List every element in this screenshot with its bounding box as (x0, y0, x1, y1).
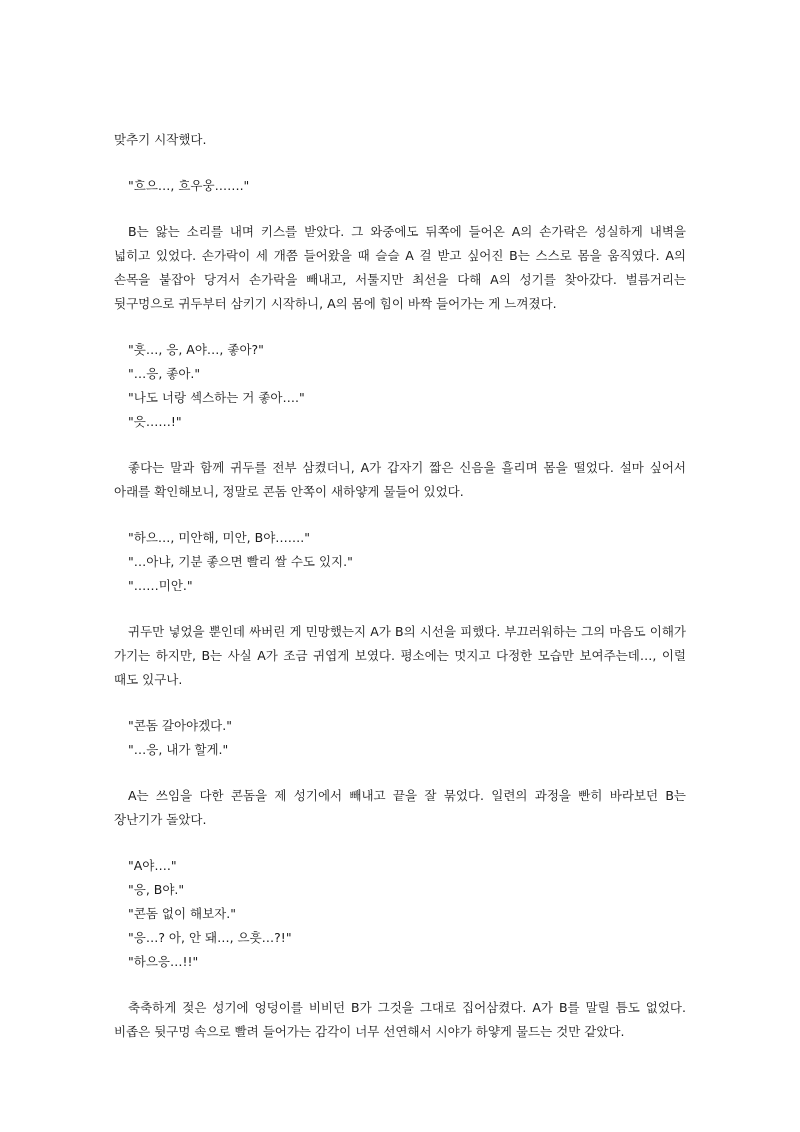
dialogue-line: "…아냐, 기분 좋으면 빨리 쌀 수도 있지." (128, 554, 353, 569)
dialogue-line: "A야…." (128, 858, 177, 873)
paragraph: 귀두만 넣었을 뿐인데 싸버린 게 민망했는지 A가 B의 시선을 피했다. 부끄러워하는 그의 마음도 이해가 가기는 하지만, B는 사실 A가 조금 귀엽게 보였다. 평소에는 멋지고 다정한 모습만 보여주는데…, 이럴 때도 있구나. (114, 624, 686, 687)
dialogue-line: "…응, 내가 할게." (128, 742, 229, 757)
dialogue-line: "콘돔 갈아야겠다." (128, 718, 232, 733)
dialogue-line: "읏……!" (128, 414, 182, 429)
spacer (114, 974, 686, 996)
dialogue-line: "하으…, 미안해, 미안, B야……." (128, 530, 310, 545)
document-page (114, 128, 686, 1044)
dialogue-line: "흐으…, 흐우웅……." (128, 178, 250, 193)
spacer (114, 152, 686, 174)
spacer (114, 692, 686, 714)
spacer (114, 504, 686, 526)
dialogue-line: "……미안." (128, 578, 193, 593)
dialogue-line: "흣…, 응, A야…, 좋아?" (128, 342, 264, 357)
paragraph: 맞추기 시작했다. (114, 132, 207, 147)
dialogue-line: "나도 너랑 섹스하는 거 좋아…." (128, 390, 305, 405)
dialogue-line: "응, B야." (128, 882, 185, 897)
paragraph: 좋다는 말과 함께 귀두를 전부 삼켰더니, A가 갑자기 짧은 신음을 흘리며 몸을 떨었다. 설마 싶어서 아래를 확인해보니, 정말로 콘돔 안쪽이 새하얗게 물들어 있었다. (114, 460, 686, 499)
dialogue-line: "콘돔 없이 해보자." (128, 906, 236, 921)
spacer (114, 832, 686, 854)
dialogue-line: "…응, 좋아." (128, 366, 201, 381)
spacer (114, 434, 686, 456)
spacer (114, 598, 686, 620)
spacer (114, 316, 686, 338)
spacer (114, 762, 686, 784)
paragraph: A는 쓰임을 다한 콘돔을 제 성기에서 빼내고 끝을 잘 묶었다. 일련의 과정을 빤히 바라보던 B는 장난기가 돌았다. (114, 788, 686, 827)
paragraph: 축축하게 젖은 성기에 엉덩이를 비비던 B가 그것을 그대로 집어삼켰다. A가 B를 말릴 틈도 없었다. 비좁은 뒷구멍 속으로 빨려 들어가는 감각이 너무 선연해서 시야가 하얗게 물드는 것만 같았다. (114, 1000, 686, 1039)
dialogue-line: "하으응…!!" (128, 954, 199, 969)
paragraph: B는 앓는 소리를 내며 키스를 받았다. 그 와중에도 뒤쪽에 들어온 A의 손가락은 성실하게 내벽을 넓히고 있었다. 손가락이 세 개쯤 들어왔을 때 슬슬 A 걸 받고 싶어진 B는 스스로 몸을 움직였다. A의 손목을 붙잡아 당겨서 손가락을 빼내고, 서툴지만 최선을 다해 A의 성기를 찾아갔다. 벌름거리는 뒷구멍으로 귀두부터 삼키기 시작하니, A의 몸에 힘이 바짝 들어가는 게 느껴졌다. (114, 224, 686, 311)
dialogue-line: "응…? 아, 안 돼…, 으흣…?!" (128, 930, 292, 945)
spacer (114, 198, 686, 220)
